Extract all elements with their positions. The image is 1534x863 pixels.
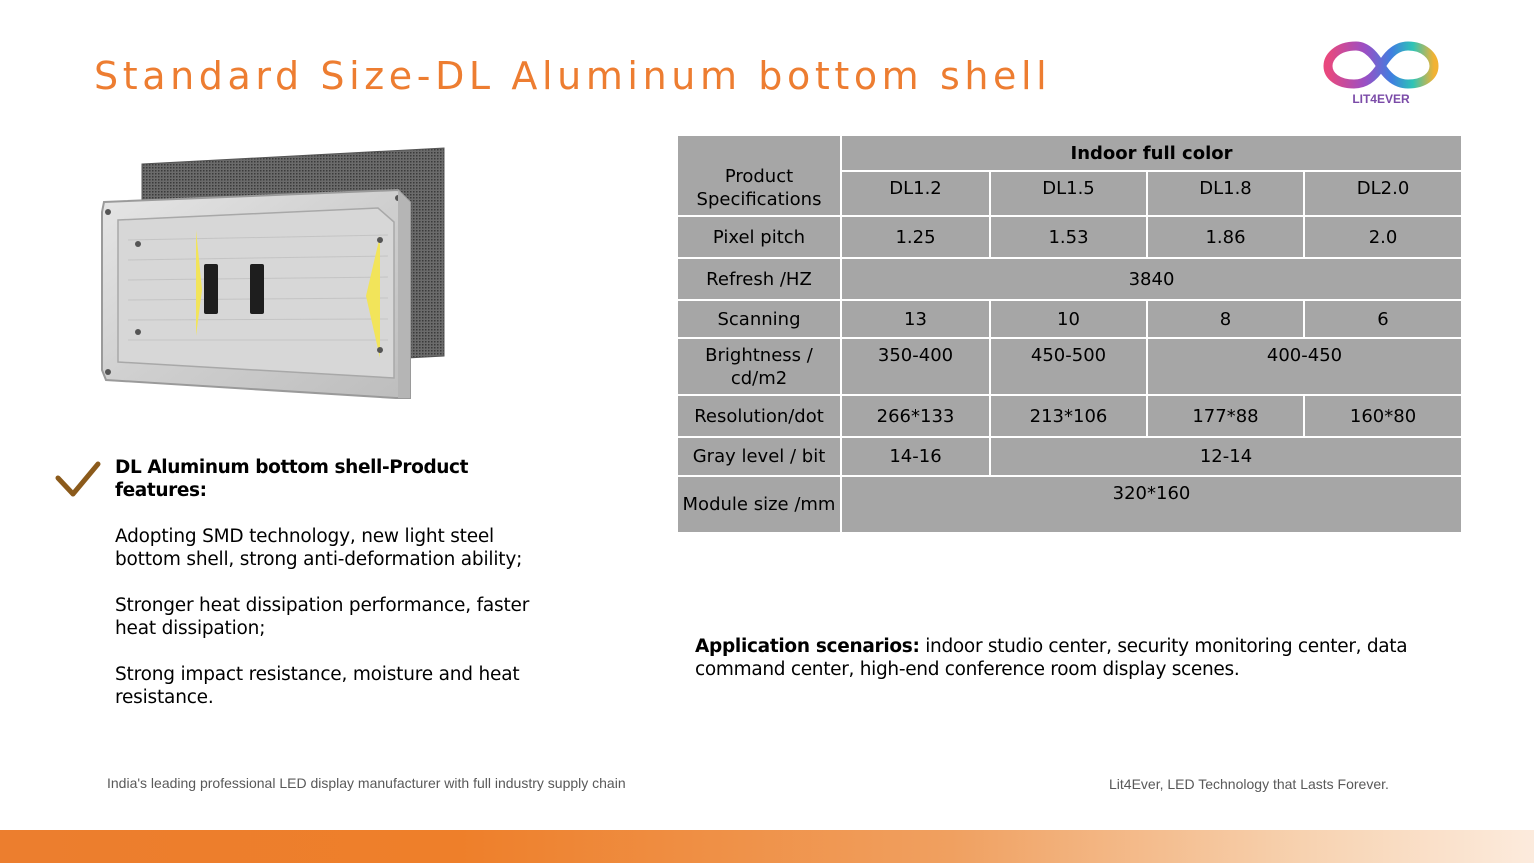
table-row bbox=[677, 258, 1462, 300]
led-module-image bbox=[98, 140, 450, 405]
row-label: Scanning bbox=[677, 300, 841, 338]
table-row bbox=[677, 437, 1462, 476]
footer-tagline-right: Lit4Ever, LED Technology that Lasts Forever. bbox=[1109, 776, 1389, 792]
logo-text: LIT4EVER bbox=[1352, 92, 1410, 106]
table-cell: 213*106 bbox=[990, 395, 1147, 437]
table-cell: 350-400 bbox=[841, 338, 990, 395]
table-row bbox=[677, 476, 1462, 533]
table-row bbox=[677, 395, 1462, 437]
table-cell: 6 bbox=[1304, 300, 1462, 338]
spec-table bbox=[676, 134, 1463, 534]
feature-item: Adopting SMD technology, new light steel bottom shell, strong anti-deformation ability; bbox=[115, 526, 523, 570]
row-label: Pixel pitch bbox=[677, 216, 841, 258]
table-cell: 12-14 bbox=[990, 437, 1462, 476]
table-cell: 400-450 bbox=[1147, 338, 1462, 395]
table-cell: 320*160 bbox=[841, 476, 1462, 533]
table-cell: 450-500 bbox=[990, 338, 1147, 395]
application-label: Application scenarios: bbox=[695, 636, 920, 657]
row-label: Brightness / cd/m2 bbox=[677, 338, 841, 395]
table-cell: 1.86 bbox=[1147, 216, 1304, 258]
features-list bbox=[115, 525, 535, 732]
feature-item: Stronger heat dissipation performance, faster heat dissipation; bbox=[115, 595, 530, 639]
features-heading: DL Aluminum bottom shell-Product features: bbox=[115, 457, 469, 501]
brand-logo bbox=[1318, 36, 1444, 110]
feature-item: Strong impact resistance, moisture and heat resistance. bbox=[115, 664, 520, 708]
model-cell: DL1.8 bbox=[1147, 171, 1304, 216]
checkmark-icon bbox=[55, 458, 101, 500]
table-cell: 2.0 bbox=[1304, 216, 1462, 258]
page-title: Standard Size-DL Aluminum bottom shell bbox=[94, 54, 1052, 98]
table-cell: 177*88 bbox=[1147, 395, 1304, 437]
row-label: Resolution/dot bbox=[677, 395, 841, 437]
table-cell: 14-16 bbox=[841, 437, 990, 476]
table-cell: 10 bbox=[990, 300, 1147, 338]
group-header-cell: Indoor full color bbox=[841, 135, 1462, 171]
model-cell: DL2.0 bbox=[1304, 171, 1462, 216]
application-scenarios bbox=[695, 635, 1435, 681]
footer-tagline-left: India's leading professional LED display manufacturer with full industry supply chain bbox=[107, 775, 626, 791]
bottom-accent-bar bbox=[0, 830, 1534, 863]
table-cell: 1.53 bbox=[990, 216, 1147, 258]
table-cell: 160*80 bbox=[1304, 395, 1462, 437]
row-label: Gray level / bit bbox=[677, 437, 841, 476]
table-header-row bbox=[677, 135, 1462, 171]
table-cell: 13 bbox=[841, 300, 990, 338]
model-cell: DL1.5 bbox=[990, 171, 1147, 216]
infinity-logo-icon bbox=[1318, 36, 1444, 92]
table-row bbox=[677, 300, 1462, 338]
header-label-cell: Product Specifications bbox=[677, 135, 841, 216]
table-cell: 1.25 bbox=[841, 216, 990, 258]
table-cell: 8 bbox=[1147, 300, 1304, 338]
application-text: indoor studio center, security monitoring center, data command center, high-end conference room display scenes. bbox=[695, 636, 1408, 680]
model-cell: DL1.2 bbox=[841, 171, 990, 216]
table-row bbox=[677, 216, 1462, 258]
table-cell: 266*133 bbox=[841, 395, 990, 437]
table-cell: 3840 bbox=[841, 258, 1462, 300]
row-label: Refresh /HZ bbox=[677, 258, 841, 300]
row-label: Module size /mm bbox=[677, 476, 841, 533]
table-row bbox=[677, 338, 1462, 395]
